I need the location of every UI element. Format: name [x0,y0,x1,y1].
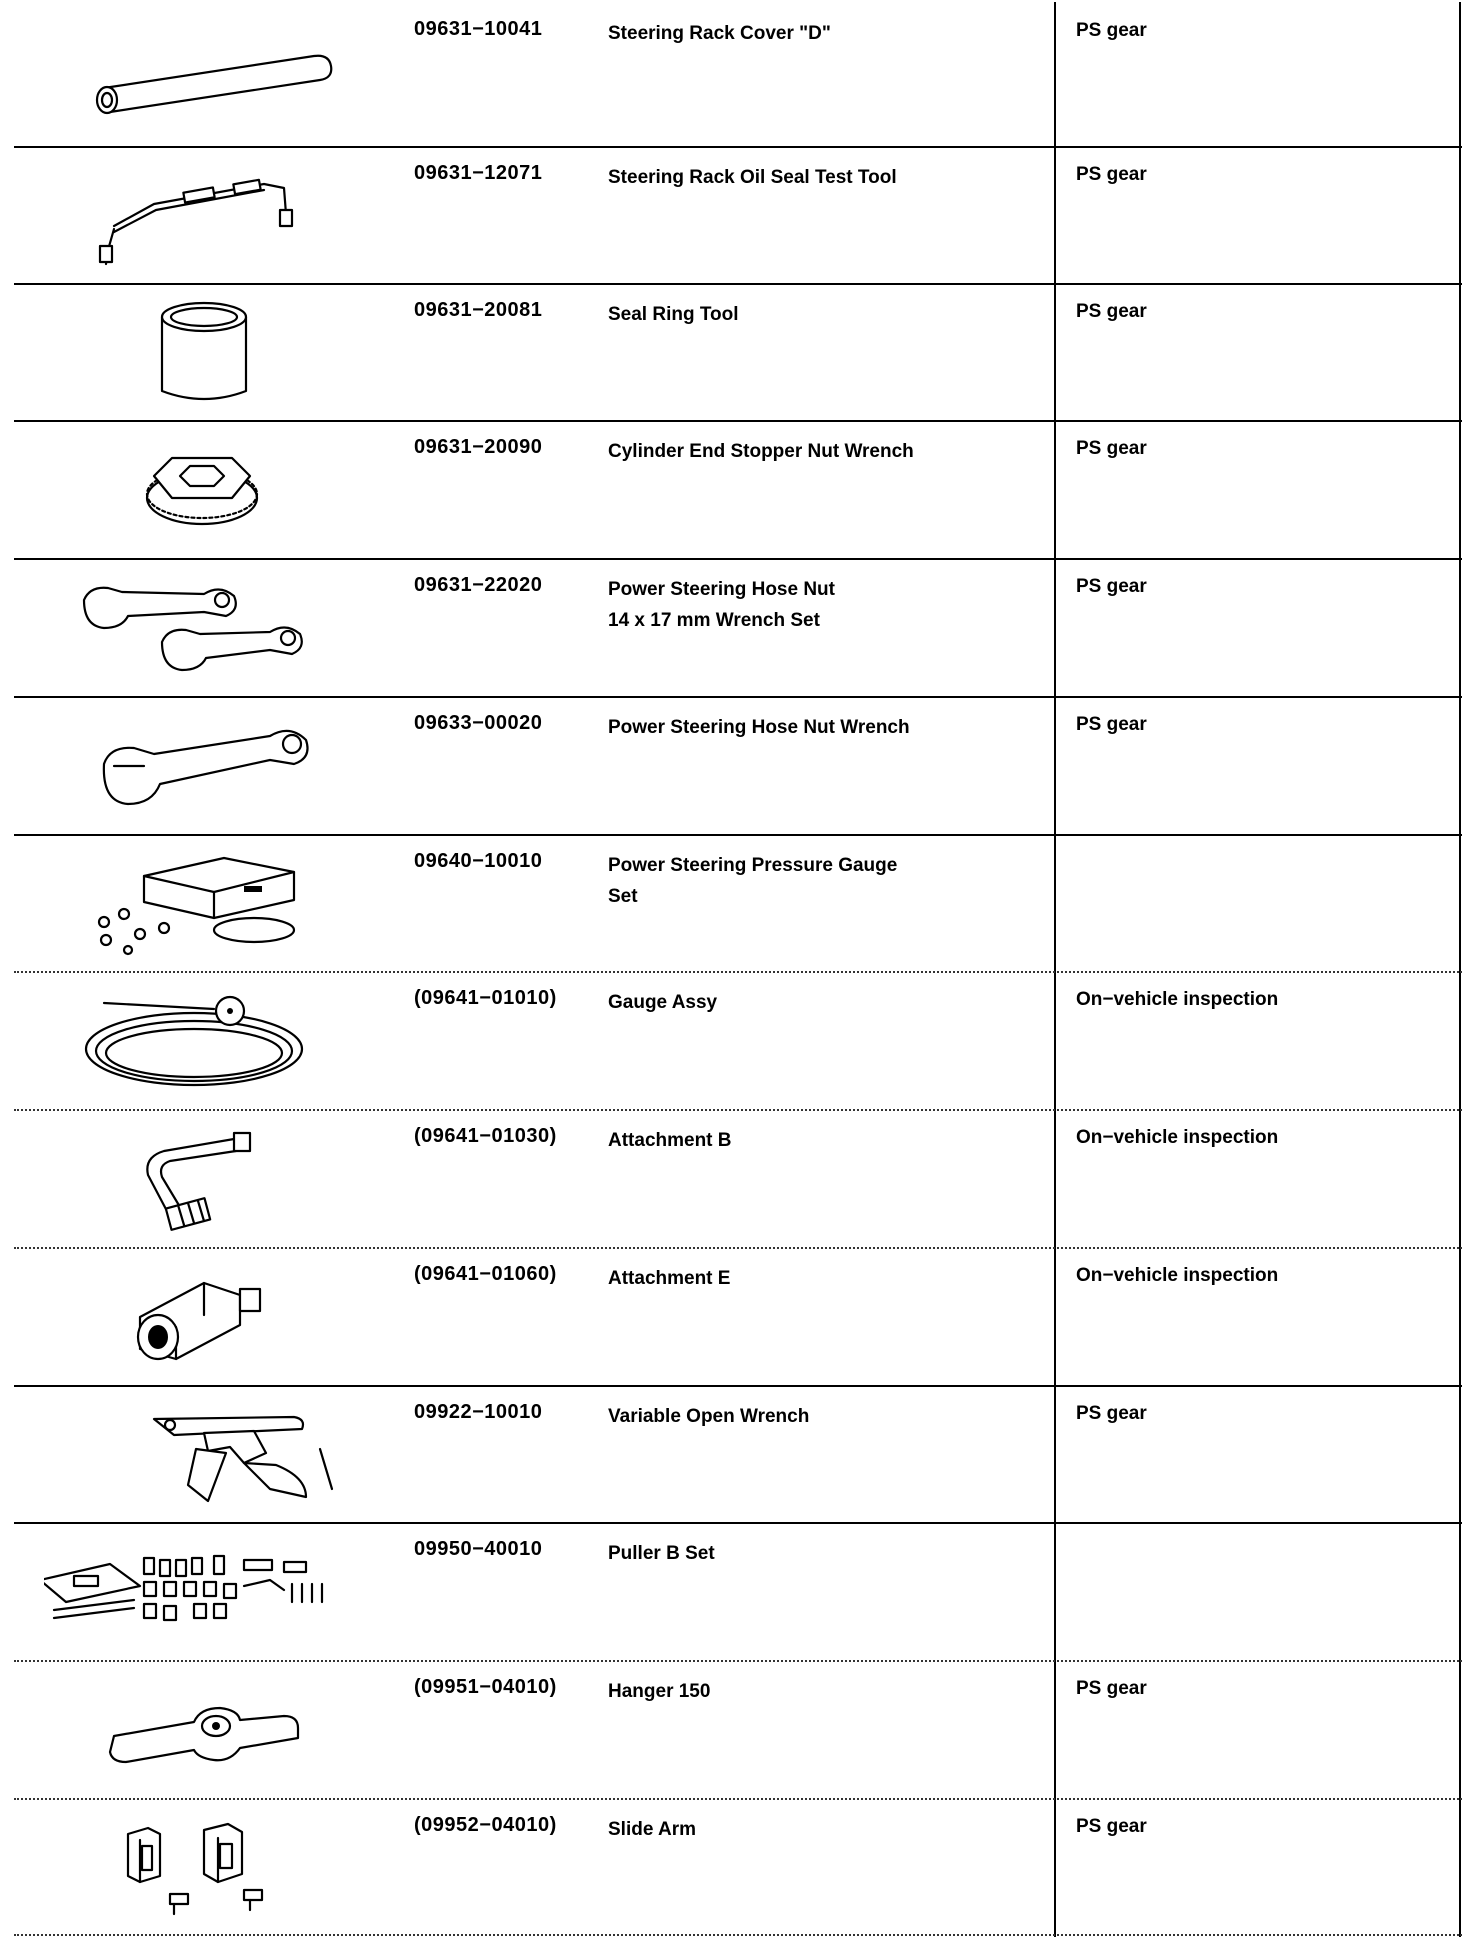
tool-usage: PS gear [1076,1678,1147,1699]
tool-name: Variable Open Wrench [608,1406,810,1427]
part-number: 09922−10010 [414,1401,543,1423]
hose-nut-wrench-set-icon [44,566,384,684]
gauge-assy-icon [44,979,384,1097]
tool-usage: PS gear [1076,1816,1147,1837]
tool-usage: On−vehicle inspection [1076,1265,1279,1286]
tool-row [14,558,1462,696]
tool-usage: PS gear [1076,714,1147,735]
tool-name: Gauge Assy [608,992,718,1013]
part-number: 09631−22020 [414,574,543,596]
part-number: (09641−01010) [414,987,557,1009]
part-number: 09950−40010 [414,1538,543,1560]
tool-row [14,1385,1462,1522]
tool-name: Steering Rack Oil Seal Test Tool [608,167,897,188]
oil-seal-test-tool-icon [44,154,384,272]
attachment-e-icon [44,1255,384,1373]
part-number: 09640−10010 [414,850,543,872]
tool-row [14,283,1462,420]
tool-row [14,971,1462,1109]
hanger-icon [44,1668,384,1786]
slide-arm-icon [44,1806,384,1924]
special-service-tools-table [14,2,1462,1937]
part-number: 09631−10041 [414,18,543,40]
part-number: (09641−01060) [414,1263,557,1285]
pressure-gauge-set-icon [44,842,384,960]
tool-name: Attachment B [608,1130,732,1151]
tool-usage: On−vehicle inspection [1076,1127,1279,1148]
tool-name: Power Steering Hose Nut Wrench [608,717,910,738]
tool-row [14,146,1462,283]
tool-name: Puller B Set [608,1543,715,1564]
tool-row [14,1522,1462,1660]
variable-open-wrench-icon [44,1393,384,1511]
tool-row [14,1660,1462,1798]
tool-row [14,1798,1462,1935]
part-number: (09951−04010) [414,1676,557,1698]
tool-usage: PS gear [1076,20,1147,41]
tool-usage: PS gear [1076,438,1147,459]
tool-row [14,420,1462,558]
tool-usage: PS gear [1076,301,1147,322]
part-number: 09633−00020 [414,712,543,734]
tool-name: Power Steering Hose Nut 14 x 17 mm Wrench Set [608,579,835,631]
part-number: 09631−20081 [414,299,543,321]
tool-usage: PS gear [1076,576,1147,597]
tool-usage: On−vehicle inspection [1076,989,1279,1010]
tool-row [14,1247,1462,1385]
puller-b-set-icon [44,1530,384,1648]
tool-name: Slide Arm [608,1819,696,1840]
part-number: 09631−20090 [414,436,543,458]
tool-row [14,2,1462,146]
tool-name: Seal Ring Tool [608,304,739,325]
tool-name: Cylinder End Stopper Nut Wrench [608,441,914,462]
tool-name: Attachment E [608,1268,731,1289]
steering-rack-cover-icon [44,10,384,128]
seal-ring-tool-icon [44,291,384,409]
part-number: (09641−01030) [414,1125,557,1147]
tool-usage: PS gear [1076,1403,1147,1424]
tool-row [14,696,1462,834]
hose-nut-wrench-icon [44,704,384,822]
stopper-nut-wrench-icon [44,428,384,546]
tool-name: Steering Rack Cover "D" [608,23,831,44]
tool-name: Hanger 150 [608,1681,711,1702]
part-number: (09952−04010) [414,1814,557,1836]
tool-row [14,834,1462,971]
tool-name: Power Steering Pressure Gauge Set [608,855,898,907]
part-number: 09631−12071 [414,162,543,184]
attachment-b-icon [44,1117,384,1235]
tool-usage: PS gear [1076,164,1147,185]
tool-row [14,1109,1462,1247]
